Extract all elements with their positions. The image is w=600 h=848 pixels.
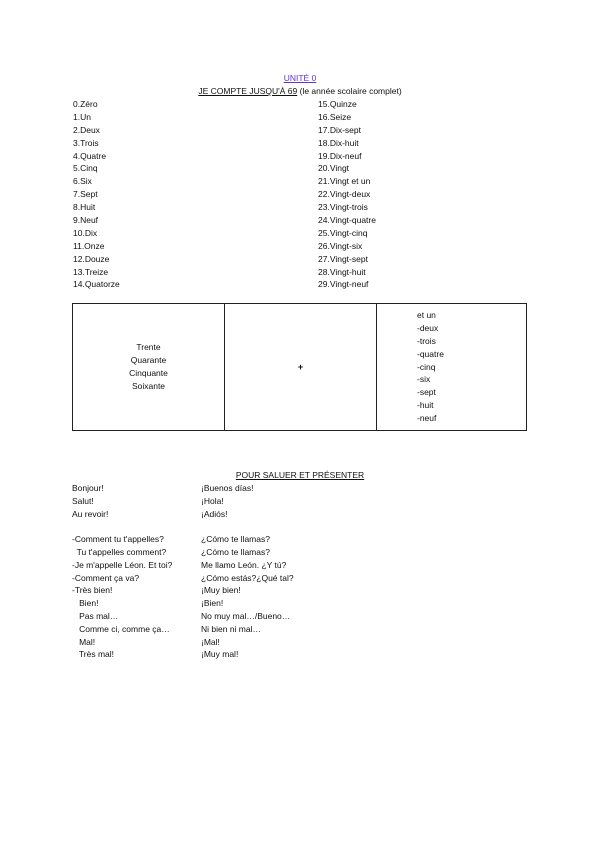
greeting-row [72,610,472,623]
tens-item: Soixante [131,380,166,391]
numbers-list-left [73,98,120,291]
number-item: 24.Vingt-quatre [318,215,376,226]
suffix-item: -cinq [417,361,436,372]
greeting-spanish: Ni bien ni mal… [201,623,261,634]
number-item: 5.Cinq [73,163,98,174]
number-item: 27.Vingt-sept [318,253,368,264]
number-item: 20.Vingt [318,163,350,174]
suffix-item: et un [417,309,436,320]
number-item: 9.Neuf [73,215,99,226]
number-item: 29.Vingt-neuf [318,279,369,290]
number-item: 14.Quatorze [73,279,120,290]
greeting-french: Pas mal… [72,610,119,621]
number-item: 22.Vingt-deux [318,189,371,200]
greeting-row [72,508,472,521]
greeting-french: Comme ci, comme ça… [72,623,170,634]
greeting-row [72,623,472,636]
greeting-french: Salut! [72,495,94,506]
suffix-cell [377,304,527,431]
main-title [0,86,600,96]
number-item: 3.Trois [73,137,99,148]
suffix-item: -six [417,374,431,385]
number-item: 21.Vingt et un [318,176,371,187]
number-item: 17.Dix-sept [318,124,361,135]
suffix-item: -neuf [417,413,437,424]
greeting-spanish: ¿Cómo te llamas? [201,534,270,545]
number-item: 23.Vingt-trois [318,202,368,213]
plus-cell [225,304,377,431]
number-item: 7.Sept [73,189,98,200]
greeting-spanish: ¡Bien! [201,598,224,609]
number-item: 15.Quinze [318,99,357,109]
number-item: 26.Vingt-six [318,240,363,251]
tens-item: Quarante [130,355,167,366]
number-item: 19.Dix-neuf [318,150,362,161]
suffix-item: -quatre [417,348,444,359]
greeting-french: -Très bien! [72,585,113,596]
greeting-spanish: ¡Hola! [201,495,224,506]
number-item: 10.Dix [73,227,98,238]
number-item: 12.Douze [73,253,110,264]
greeting-row [72,533,472,546]
greeting-french: Au revoir! [72,508,109,519]
number-item: 0.Zéro [73,99,98,109]
main-title-note: (le année scolaire complet) [297,86,402,96]
number-item: 16.Seize [318,111,352,122]
number-item: 25.Vingt-cinq [318,227,368,238]
greeting-row [72,584,472,597]
greeting-french: Mal! [72,636,96,647]
greeting-french: Bonjour! [72,483,104,493]
greeting-french: -Comment ça va? [72,572,140,583]
greetings-title: POUR SALUER ET PRÉSENTER [235,470,365,480]
number-item: 8.Huit [73,202,96,213]
number-item: 28.Vingt-huit [318,266,366,277]
number-item: 4.Quatre [73,150,107,161]
tens-item: Trente [136,342,161,353]
greeting-row [72,636,472,649]
greeting-row [72,559,472,572]
greeting-row [72,546,472,559]
greeting-french: Très mal! [72,649,115,660]
greeting-spanish: No muy mal…/Bueno… [201,610,291,621]
tens-item: Cinquante [129,368,168,378]
tens-table [72,303,527,431]
greeting-row [72,648,472,661]
greeting-french: Tu t'appelles comment? [72,546,167,557]
greeting-row [72,572,472,585]
number-item: 11.Onze [73,240,105,251]
numbers-list-right [318,98,376,291]
greeting-spanish: ¡Muy bien! [201,585,241,596]
greeting-spanish: Me llamo León. ¿Y tú? [201,559,287,570]
greeting-row [72,597,472,610]
number-item: 18.Dix-huit [318,137,359,148]
suffix-item: -huit [417,400,434,411]
suffix-item: -trois [417,335,436,346]
suffix-item: -deux [417,322,439,333]
greeting-row [72,482,472,495]
greeting-french: -Comment tu t'appelles? [72,534,164,545]
greeting-french: Bien! [72,598,99,609]
greeting-gap [72,520,472,533]
greeting-spanish: ¡Muy mal! [201,649,239,660]
number-item: 1.Un [73,111,91,122]
number-item: 2.Deux [73,124,100,135]
tens-cell [73,304,225,431]
greetings-list [72,482,472,661]
number-item: 13.Treize [73,266,109,277]
plus-sign: + [297,362,304,372]
suffix-item: -sept [417,387,436,398]
greeting-spanish: ¡Buenos días! [201,483,254,493]
unit-title: UNITÉ 0 [283,73,317,83]
greeting-row [72,495,472,508]
greeting-french: -Je m'appelle Léon. Et toi? [72,559,173,570]
number-item: 6.Six [73,176,92,187]
greeting-spanish: ¡Adiós! [201,508,228,519]
greeting-spanish: ¿Cómo estás?¿Qué tal? [201,572,294,583]
greeting-spanish: ¡Mal! [201,636,220,647]
greeting-spanish: ¿Cómo te llamas? [201,546,270,557]
main-title-text: JE COMPTE JUSQU'À 69 [198,86,298,96]
